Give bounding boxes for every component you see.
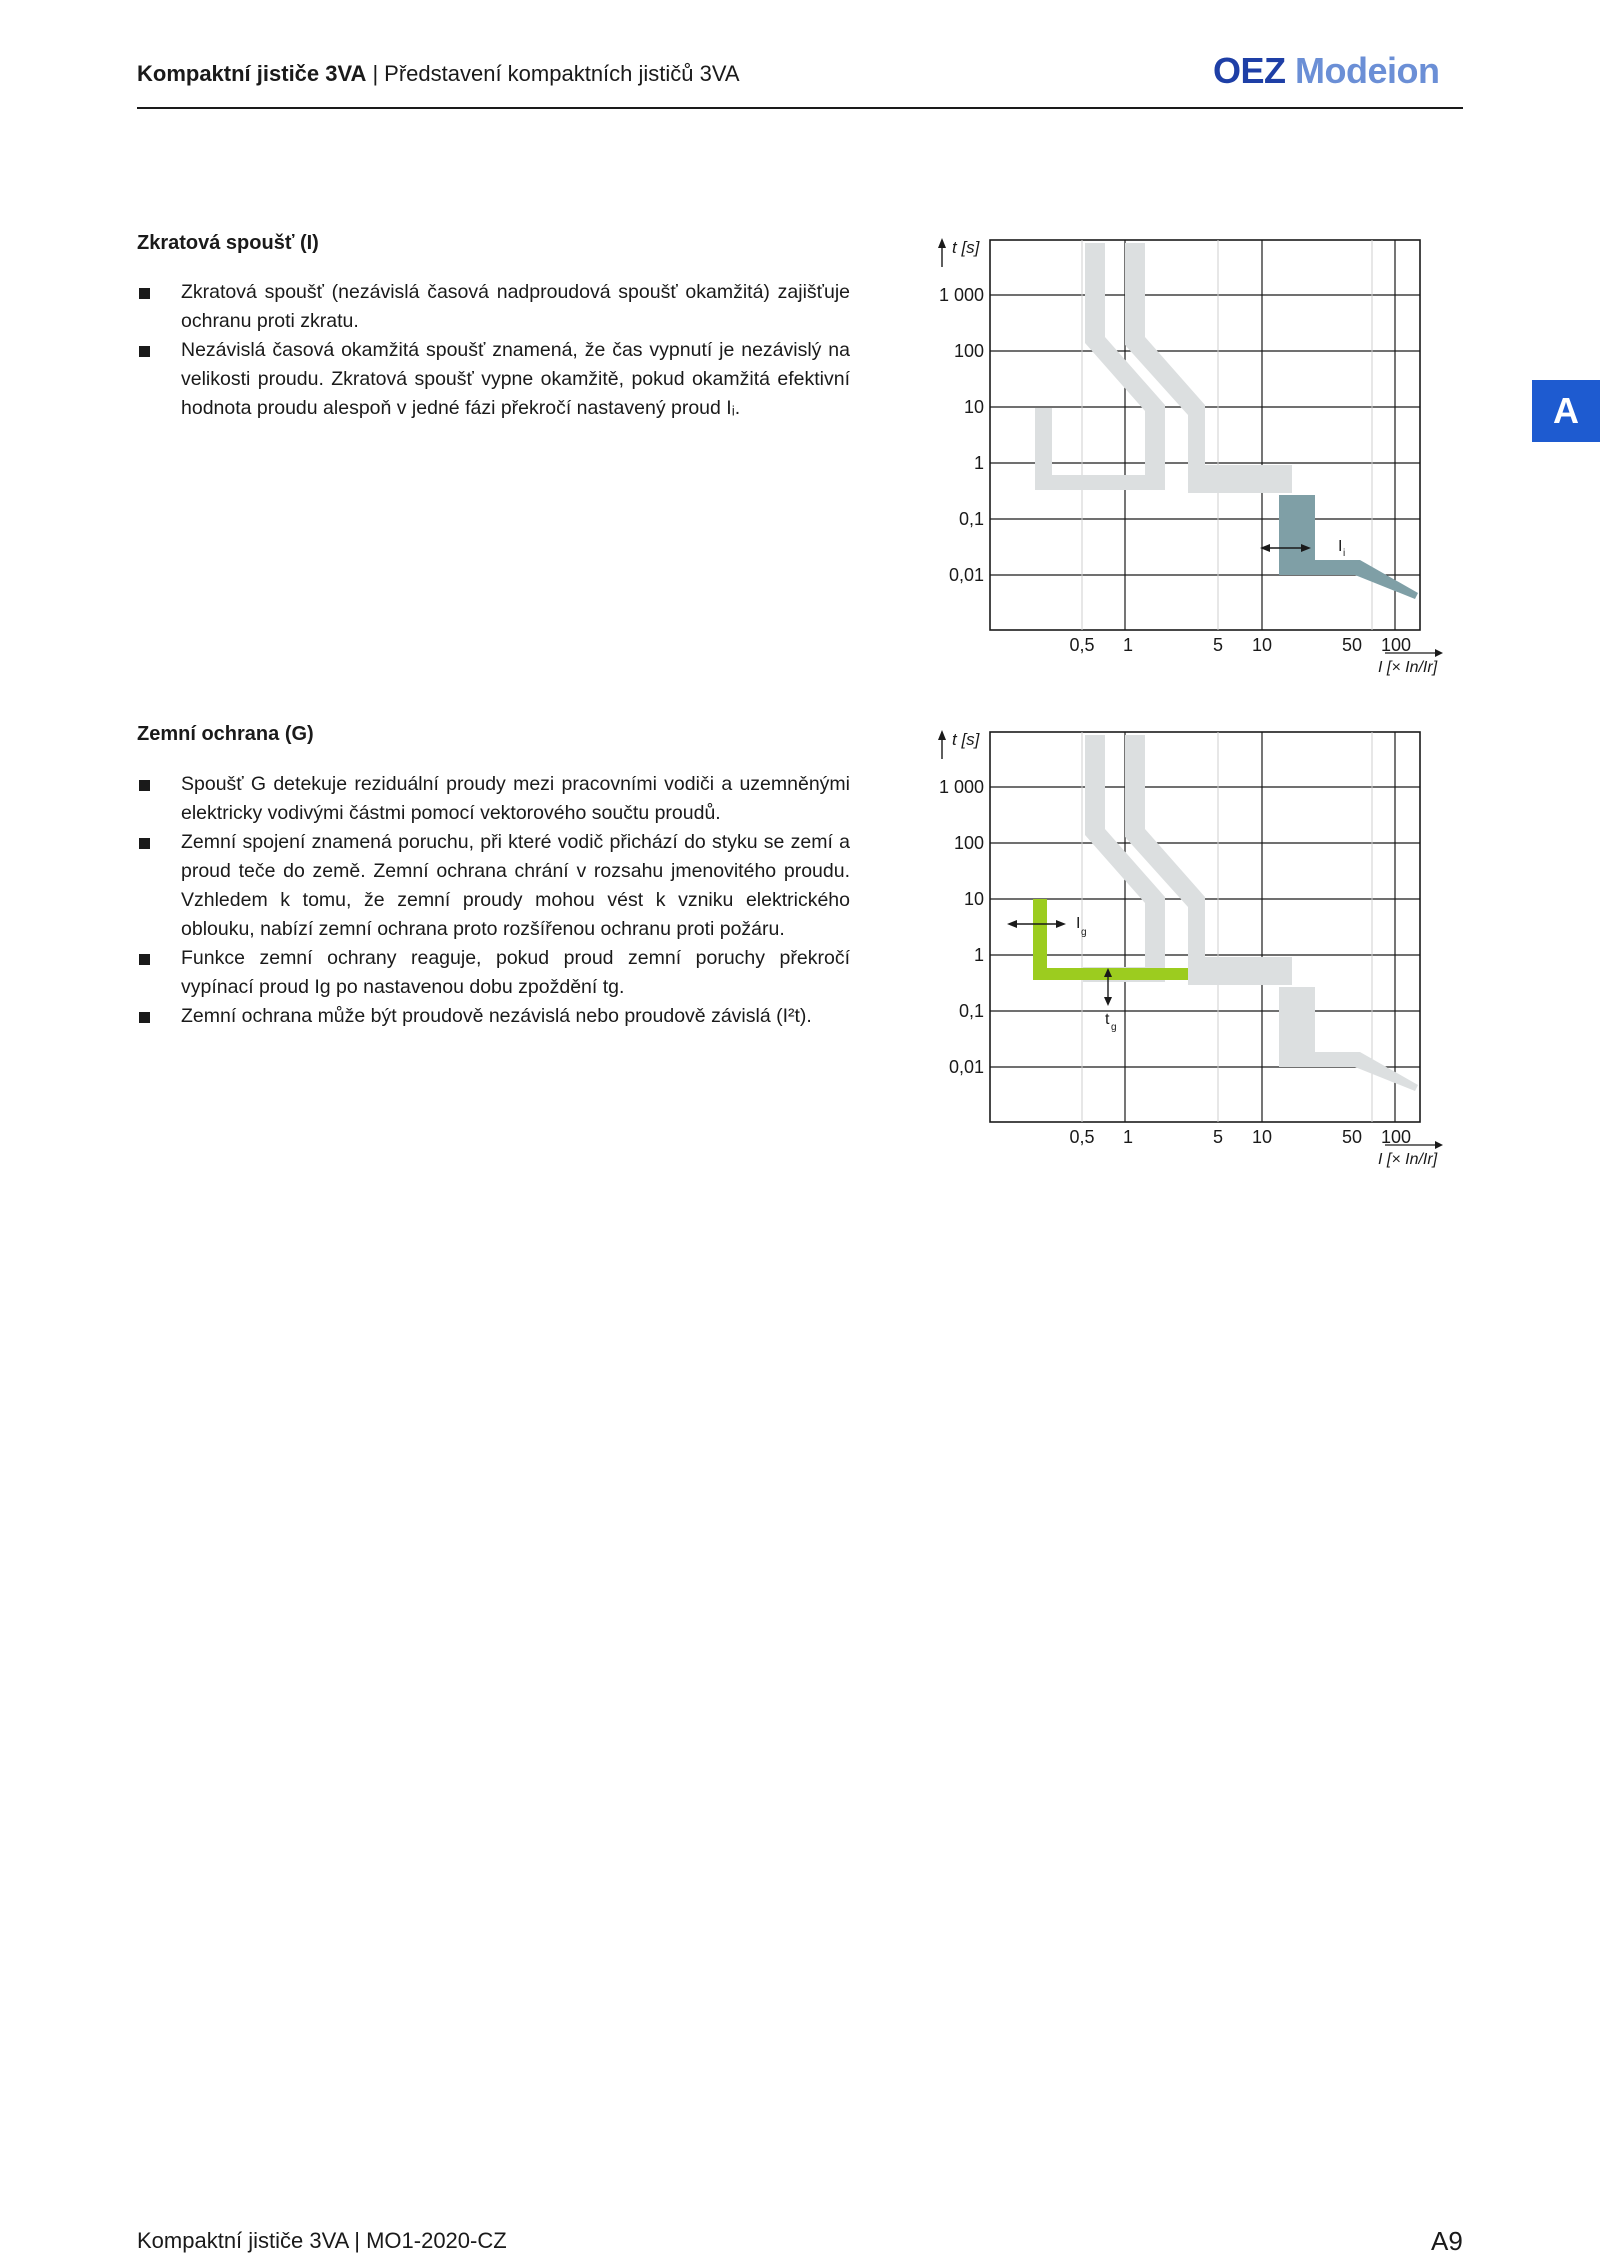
y-tick: 0,1 [958,1001,984,1021]
list-item: Zemní spojení znamená poruchu, při které vodič přichází do styku se zemí a proud teče do země. Zemní ochrana chrání v rozsahu jmenovitého proudu. Vzhledem k tomu, že zemní proudy mohou vést k vzniku elektrického oblouku, nabízí zemní ochrana proto rozšířenou ochranu proti požáru. [137,828,850,944]
y-tick: 100 [953,341,984,361]
y-axis-label: t [s] [952,238,980,257]
y-axis-label: t [s] [952,730,980,749]
page-header-title [137,61,740,87]
trip-curve-chart-instantaneous [930,225,1470,685]
x-tick: 5 [1212,1127,1224,1147]
protection-band [1083,735,1418,1091]
x-tick: 10 [1251,635,1273,655]
logo-modeion: Modeion [1295,50,1440,91]
bullet-list-ground-fault [137,770,850,1031]
x-axis-label: I [× In/Ir] [1378,1151,1438,1168]
y-tick: 0,01 [948,1057,984,1077]
page-number: A9 [1431,2226,1463,2256]
list-item: Spoušť G detekuje reziduální proudy mezi pracovními vodiči a uzemněnými elektricky vodivými částmi pomocí vektorového součtu proudů. [137,770,850,828]
section-title-ground-fault: Zemní ochrana (G) [137,723,314,745]
svg-text:g: g [1111,1022,1117,1033]
y-tick: 1 000 [938,777,984,797]
list-item: Zemní ochrana může být proudově nezávislá nebo proudově závislá (I²t). [137,1002,850,1031]
header-title-bold: Kompaktní jističe 3VA [137,61,367,86]
x-tick: 100 [1380,635,1412,655]
header-separator: | [372,61,379,86]
header-divider [137,107,1463,109]
trip-curve-chart-ground-fault [930,717,1470,1177]
x-tick: 1 [1122,635,1134,655]
logo-oez: OEZ [1213,50,1286,91]
footer-document-code: Kompaktní jističe 3VA | MO1-2020-CZ [137,2228,507,2253]
x-tick: 50 [1341,635,1363,655]
ii-label: I [1338,538,1343,555]
x-tick: 100 [1380,1127,1412,1147]
instantaneous-band [1279,495,1418,599]
y-tick: 1 000 [938,285,984,305]
x-tick: 0,5 [1069,635,1095,655]
bullet-list-short-circuit [137,278,850,423]
ig-label: I [1076,915,1081,932]
header-title-rest: Představení kompaktních jističů 3VA [384,61,740,86]
section-title-short-circuit: Zkratová spoušť (I) [137,232,319,254]
y-tick: 1 [973,945,984,965]
x-axis-label: I [× In/Ir] [1378,659,1438,676]
tg-label: t [1105,1011,1110,1028]
x-axis [1069,635,1443,676]
y-tick: 100 [953,833,984,853]
long-time-band [1035,243,1292,493]
x-tick: 5 [1212,635,1224,655]
list-item: Zkratová spoušť (nezávislá časová nadproudová spoušť okamžitá) zajišťuje ochranu proti zkratu. [137,278,850,336]
y-tick: 0,01 [948,565,984,585]
chapter-tab: A [1532,380,1600,442]
x-tick: 1 [1122,1127,1134,1147]
y-tick: 10 [963,397,984,417]
oez-modeion-logo [1213,50,1440,92]
y-axis [938,730,984,1077]
y-tick: 10 [963,889,984,909]
svg-text:g: g [1081,927,1087,938]
list-item: Funkce zemní ochrany reaguje, pokud proud zemní poruchy překročí vypínací proud Ig po nastavenou dobu zpoždění tg. [137,944,850,1002]
svg-text:i: i [1343,548,1346,559]
x-tick: 10 [1251,1127,1273,1147]
y-tick: 0,1 [958,509,984,529]
x-axis [1069,1127,1443,1168]
x-tick: 50 [1341,1127,1363,1147]
list-item: Nezávislá časová okamžitá spoušť znamená, že čas vypnutí je nezávislý na velikosti proudu. Zkratová spoušť vypne okamžitě, pokud okamžitá efektivní hodnota proudu alespoň v jedné fázi překročí nastavený proud Iᵢ. [137,336,850,423]
x-tick: 0,5 [1069,1127,1095,1147]
y-tick: 1 [973,453,984,473]
y-axis [938,238,984,585]
